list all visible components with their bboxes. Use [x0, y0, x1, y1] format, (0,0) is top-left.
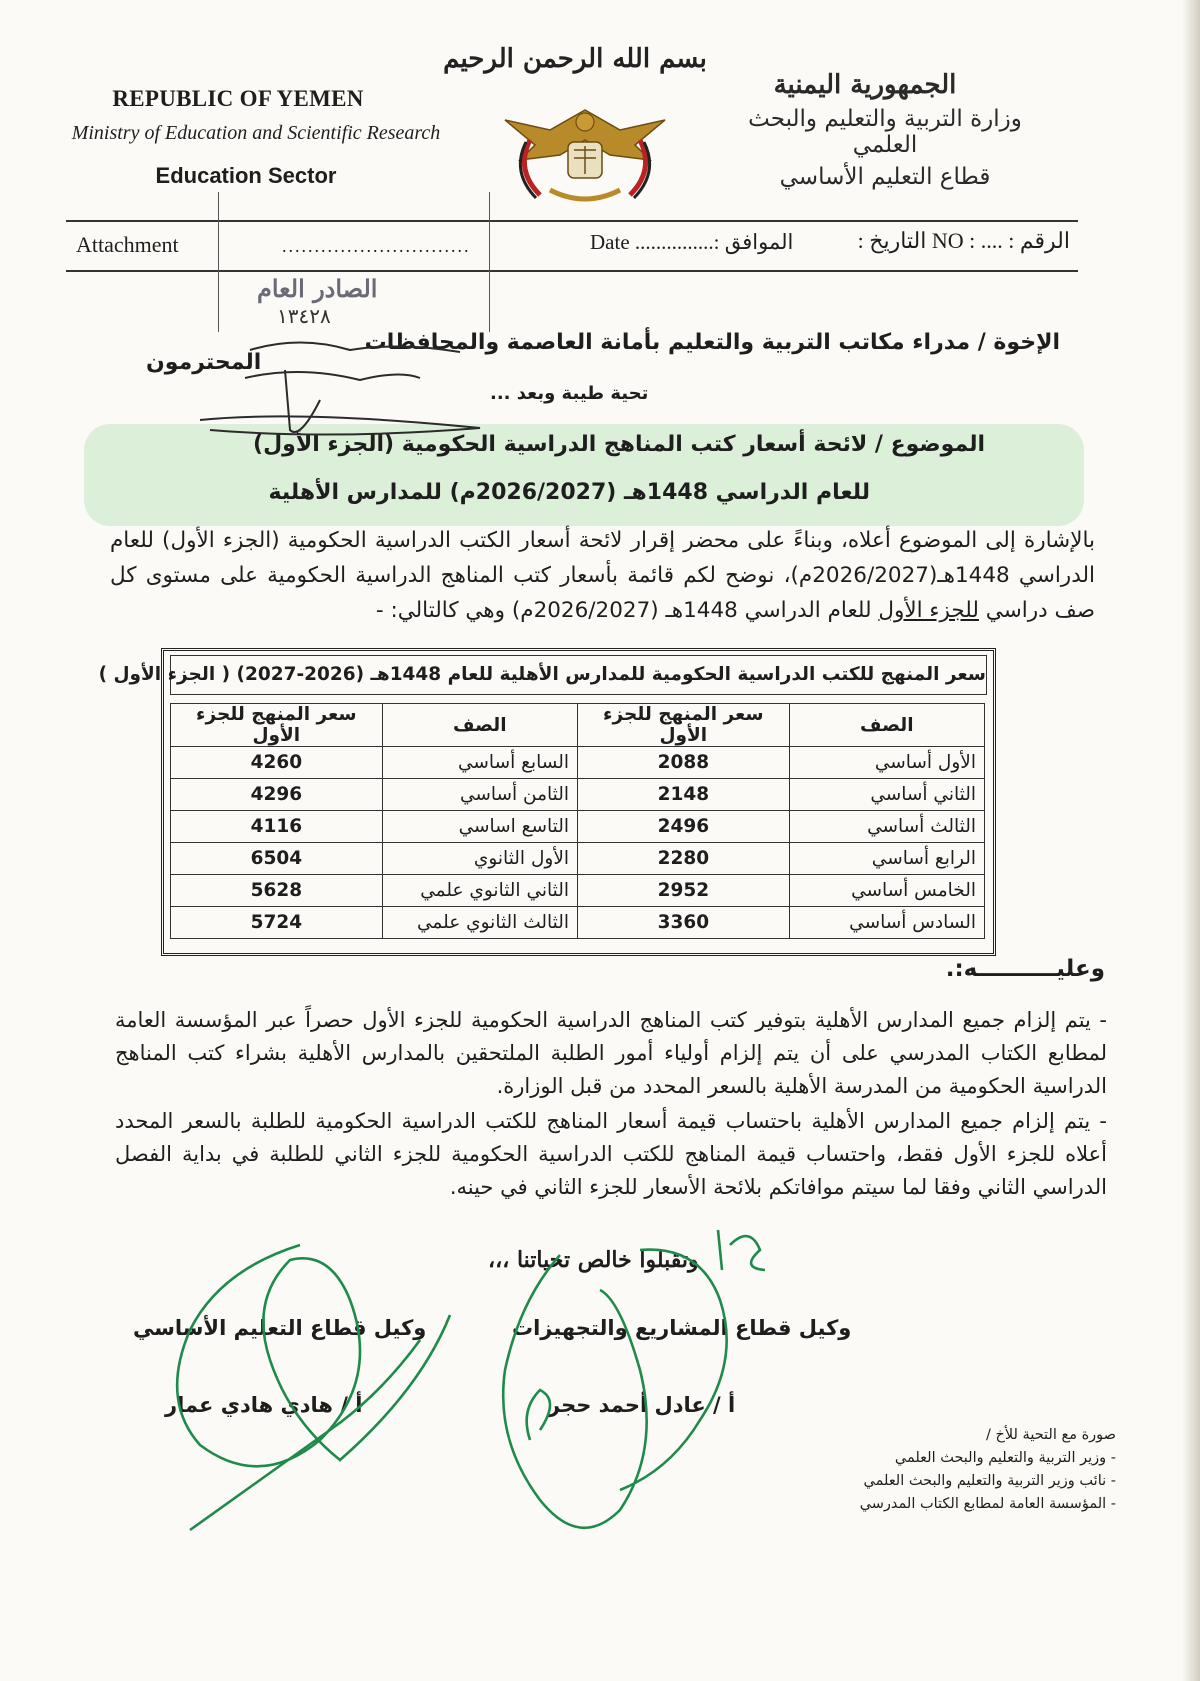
- copy-item: - نائب وزير التربية والتعليم والبحث العلمي: [863, 1473, 1116, 1489]
- table-row: [171, 811, 985, 843]
- attachment-label: Attachment: [76, 232, 179, 257]
- grade-cell: التاسع اساسي: [382, 811, 577, 843]
- en-country: REPUBLIC OF YEMEN: [112, 86, 364, 111]
- left-signatory-title: وكيل قطاع التعليم الأساسي: [133, 1316, 427, 1340]
- copy-item: - وزير التربية والتعليم والبحث العلمي: [894, 1450, 1116, 1466]
- registry-stamp: [218, 192, 490, 332]
- greeting: تحية طيبة وبعد ...: [490, 383, 649, 404]
- addressee: الإخوة / مدراء مكاتب التربية والتعليم بأمانة العاصمة والمحافظات: [364, 330, 1060, 355]
- grade-cell: السادس أساسي: [789, 907, 984, 939]
- col-price-header: سعر المنهج للجزء الأول: [578, 704, 790, 747]
- directive-item: - يتم إلزام جميع المدارس الأهلية باحتساب قيمة أسعار المناهج للكتب الدراسية الحكومية للطلبة بالسعر المحدد أعلاه للجزء الأول فقط، واحتساب قيمة المناهج للكتب الدراسية الحكومية للجزء الثاني للطلبة في بداية الفصل الدراسي الثاني وفقا لما سيتم موافاتكم بلائحة الأسعار للجزء الثاني في حينه.: [115, 1109, 1107, 1199]
- grade-cell: الثالث الثانوي علمي: [382, 907, 577, 939]
- right-signature: [620, 1250, 727, 1490]
- yemen-eagle-emblem: [490, 100, 680, 210]
- intro-text-a: بالإشارة إلى الموضوع أعلاه، وبناءً على محضر إقرار لائحة أسعار الكتب الدراسية الحكومية (الجزء الأول) للعام الدراسي 1448هـ(2026/2027م)، نوضح لكم قائمة بأسعار كتب المناهج الدراسية الحكومية على مستوى كل صف دراسي: [110, 528, 1096, 623]
- ar-country: الجمهورية اليمنية: [773, 70, 957, 100]
- grade-cell: السابع أساسي: [382, 747, 577, 779]
- left-signature: [177, 1245, 450, 1466]
- left-signature: [190, 1340, 420, 1530]
- copies-list: [816, 1424, 1116, 1516]
- copy-item: - المؤسسة العامة لمطابع الكتاب المدرسي: [859, 1496, 1116, 1512]
- grade-cell: الأول الثانوي: [382, 843, 577, 875]
- stamp-handwritten-date: [245, 372, 420, 380]
- ar-ministry: وزارة التربية والتعليم والبحث العلمي: [748, 106, 1022, 158]
- closing-line: وتقبلوا خالص تحياتنا ،،،: [488, 1247, 699, 1273]
- en-ministry: Ministry of Education and Scientific Research: [71, 122, 441, 144]
- table-row: [171, 875, 985, 907]
- subject-line-1: الموضوع / لائحة أسعار كتب المناهج الدراسية الحكومية (الجزء الأول): [253, 432, 985, 457]
- intro-text-underlined: للجزء الأول: [878, 598, 979, 623]
- ar-sector: قطاع التعليم الأساسي: [779, 164, 991, 190]
- col-grade-header: الصف: [382, 704, 577, 747]
- price-grid: [170, 703, 985, 939]
- grade-cell: الرابع أساسي: [789, 843, 984, 875]
- price-cell: 2280: [578, 843, 790, 875]
- arabic-header: [725, 70, 1045, 190]
- copies-heading: صورة مع التحية للأخ /: [986, 1427, 1116, 1443]
- price-cell: 6504: [171, 843, 383, 875]
- grade-cell: الثامن أساسي: [382, 779, 577, 811]
- directive-item: - يتم إلزام جميع المدارس الأهلية بتوفير كتب المناهج الدراسية الحكومية للجزء الأول حصراً عبر المؤسسة العامة لمطابع الكتاب المدرسي على أن يتم إلزام أولياء أمور الطلبة الملتحقين بالمدارس الأهلية بشراء كتب المناهج الدراسية الحكومية من المدرسة الأهلية بالسعر المحدد من قبل الوزارة.: [115, 1008, 1107, 1098]
- col-grade-header: الصف: [789, 704, 984, 747]
- price-cell: 4296: [171, 779, 383, 811]
- price-cell: 2148: [578, 779, 790, 811]
- english-header: [56, 86, 476, 189]
- price-cell: 4116: [171, 811, 383, 843]
- grade-cell: الأول أساسي: [789, 747, 984, 779]
- table-header-row: [171, 704, 985, 747]
- basmala: بسم الله الرحمن الرحيم: [443, 44, 707, 74]
- grade-cell: الخامس أساسي: [789, 875, 984, 907]
- left-signatory-name: أ / هادي هادي عمار: [165, 1393, 363, 1417]
- price-table: [98, 648, 996, 956]
- table-title: سعر المنهج للكتب الدراسية الحكومية للمدارس الأهلية للعام 1448هـ (2026-2027) ( الجزء الأول ): [170, 655, 987, 695]
- directives-list: [115, 1004, 1107, 1206]
- grade-cell: الثالث أساسي: [789, 811, 984, 843]
- right-signature-date: [718, 1230, 765, 1270]
- date-label: الموافق :............... Date: [590, 230, 794, 254]
- addressee-tail: المحترمون: [146, 350, 262, 375]
- right-signatory-title: وكيل قطاع المشاريع والتجهيزات: [512, 1316, 852, 1340]
- grade-cell: الثاني أساسي: [789, 779, 984, 811]
- table-row: [171, 747, 985, 779]
- col-price-header: سعر المنهج للجزء الأول: [171, 704, 383, 747]
- right-signature: [503, 1255, 646, 1528]
- intro-text-b: للعام الدراسي 1448هـ (2026/2027م) وهي كالتالي: -: [375, 598, 879, 623]
- table-row: [171, 843, 985, 875]
- grade-cell: الثاني الثانوي علمي: [382, 875, 577, 907]
- stamp-label: الصادر العام: [257, 274, 378, 303]
- table-row: [171, 779, 985, 811]
- directives-heading: وعليــــــــــه:.: [945, 956, 1105, 982]
- subject-line-2: للعام الدراسي 1448هـ (2026/2027م) للمدارس الأهلية: [268, 480, 870, 505]
- right-signature: [527, 1390, 550, 1440]
- stamp-number: ١٣٤٢٨: [277, 304, 331, 328]
- price-cell: 2952: [578, 875, 790, 907]
- price-cell: 5724: [171, 907, 383, 939]
- attachment-dots: .............................: [282, 236, 471, 256]
- page-edge-shadow: [1182, 0, 1200, 1681]
- price-cell: 4260: [171, 747, 383, 779]
- price-cell: 3360: [578, 907, 790, 939]
- table-row: [171, 907, 985, 939]
- right-signatory-name: أ / عادل أحمد حجر: [548, 1393, 736, 1417]
- ref-number-label: الرقم : .... : NO التاريخ :: [857, 228, 1070, 253]
- price-cell: 2088: [578, 747, 790, 779]
- intro-paragraph: [110, 523, 1095, 628]
- price-cell: 5628: [171, 875, 383, 907]
- stamp-flourish: [285, 370, 320, 432]
- price-cell: 2496: [578, 811, 790, 843]
- en-sector: Education Sector: [155, 163, 337, 188]
